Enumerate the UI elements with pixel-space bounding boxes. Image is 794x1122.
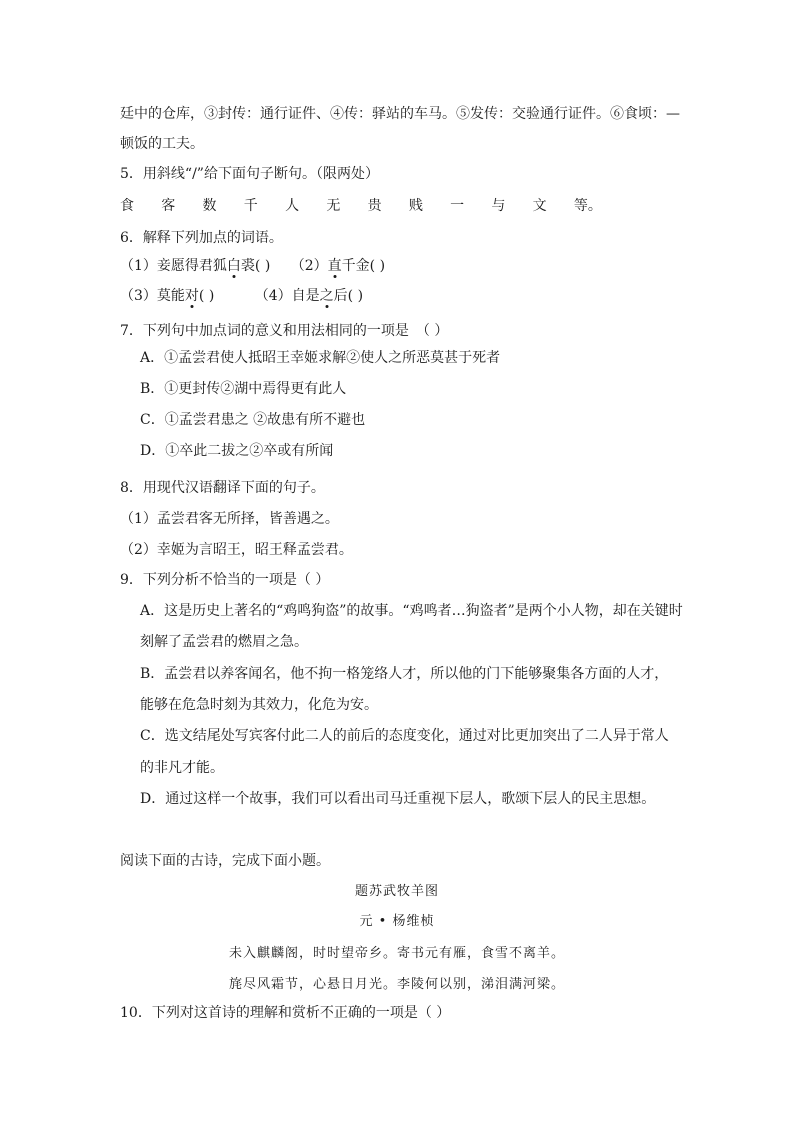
text-line-l1: 廷中的仓库，③封传：通行证件、④传：驿站的车马。⑤发传：交验通行证件。⑥食顷：—	[120, 106, 680, 122]
q5-char: 人	[285, 198, 300, 214]
poem-line-2: 旄尽风霜节，心悬日月光。李陵何以别，涕泪满河梁。	[228, 977, 565, 992]
q9-option-a-line-2: 刻解了孟尝君的燃眉之急。	[140, 634, 308, 650]
q9-option-a-line-1: A．这是历史上著名的“鸡鸣狗盗”的故事。“鸡鸣者…狗盗者”是两个小人物，却在关键时	[140, 603, 683, 619]
q6-item-3-blank: ( )	[198, 288, 215, 304]
q5-sentence	[120, 196, 602, 216]
q5-char: 无	[326, 198, 341, 214]
q5-char: 千	[243, 198, 258, 214]
q5-char: 一	[450, 198, 465, 214]
q9-option-c-line-2: 的非凡才能。	[140, 760, 224, 776]
q6-item-2-blank: 千金( )	[341, 258, 386, 274]
question-5: 5．用斜线“/”给下面句子断句。（限两处）	[120, 166, 379, 182]
q6-item-3-dotted-word: 对	[184, 288, 199, 304]
q6-item-2-text: （2）	[290, 258, 328, 274]
q8-sentence-2: （2）幸姬为言昭王，昭王释孟尝君。	[120, 542, 353, 558]
q5-char: 文	[532, 198, 547, 214]
q7-option-a: A．①孟尝君使人抵昭王幸姬求解②使人之所恶莫甚于死者	[140, 350, 501, 366]
reading-instruction: 阅读下面的古诗，完成下面小题。	[120, 853, 330, 869]
q6-item-1-text: （1）妾愿得君	[120, 258, 213, 274]
q7-option-b: B．①更封传②湖中焉得更有此人	[140, 381, 347, 397]
q9-option-b-line-1: B．孟尝君以养客闻名，他不拘一格笼络人才，所以他的门下能够聚集各方面的人才，	[140, 666, 669, 682]
q5-char: 贵	[367, 198, 382, 214]
q6-row-1	[120, 256, 385, 276]
q5-char: 客	[161, 198, 176, 214]
q6-item-1-dotted-word: 狐白裘	[212, 258, 255, 274]
question-9: 9．下列分析不恰当的一项是（ ）	[120, 572, 330, 588]
q5-char: 贱	[408, 198, 423, 214]
q8-sentence-1: （1）孟尝君客无所择，皆善遇之。	[120, 511, 339, 527]
question-8: 8．用现代汉语翻译下面的句子。	[120, 480, 325, 496]
q6-item-3-text: （3）莫能	[120, 288, 185, 304]
q6-item-2-dotted-word: 直	[327, 258, 342, 274]
q6-item-4-blank: 后( )	[333, 288, 364, 304]
q9-option-c-line-1: C．选文结尾处写宾客付此二人的前后的态度变化，通过对比更加突出了二人异于常人	[140, 728, 669, 744]
text-line-l2: 顿饭的工夫。	[120, 136, 204, 152]
q5-char: 食	[120, 198, 134, 214]
q7-option-c: C．①孟尝君患之 ②故患有所不避也	[140, 412, 366, 428]
poem-title: 题苏武牧羊图	[354, 884, 439, 899]
q5-char: 与	[491, 198, 506, 214]
poem-line-1: 未入麒麟阁，时时望帝乡。寄书元有雁，食雪不离羊。	[228, 946, 565, 961]
q9-option-d: D．通过这样一个故事，我们可以看出司马迁重视下层人，歌颂下层人的民主思想。	[140, 791, 656, 807]
q7-option-d: D．①卒此二拔之②卒或有所闻	[140, 443, 334, 459]
q6-item-4-text: （4）自是	[254, 288, 320, 304]
question-10: 10．下列对这首诗的理解和赏析不正确的一项是（ ）	[120, 1005, 451, 1021]
question-7: 7．下列句中加点词的意义和用法相同的一项是 （ ）	[120, 323, 449, 339]
q9-option-b-line-2: 能够在危急时刻为其效力，化危为安。	[140, 697, 378, 713]
q6-item-1-blank: ( )	[254, 258, 271, 274]
poem-author: 元 • 杨维桢	[359, 914, 435, 929]
question-6: 6．解释下列加点的词语。	[120, 230, 283, 246]
q6-row-2	[120, 286, 363, 306]
q5-char: 数	[202, 198, 217, 214]
q6-item-4-dotted-word: 之	[319, 288, 334, 304]
q5-char: 等。	[573, 198, 602, 214]
